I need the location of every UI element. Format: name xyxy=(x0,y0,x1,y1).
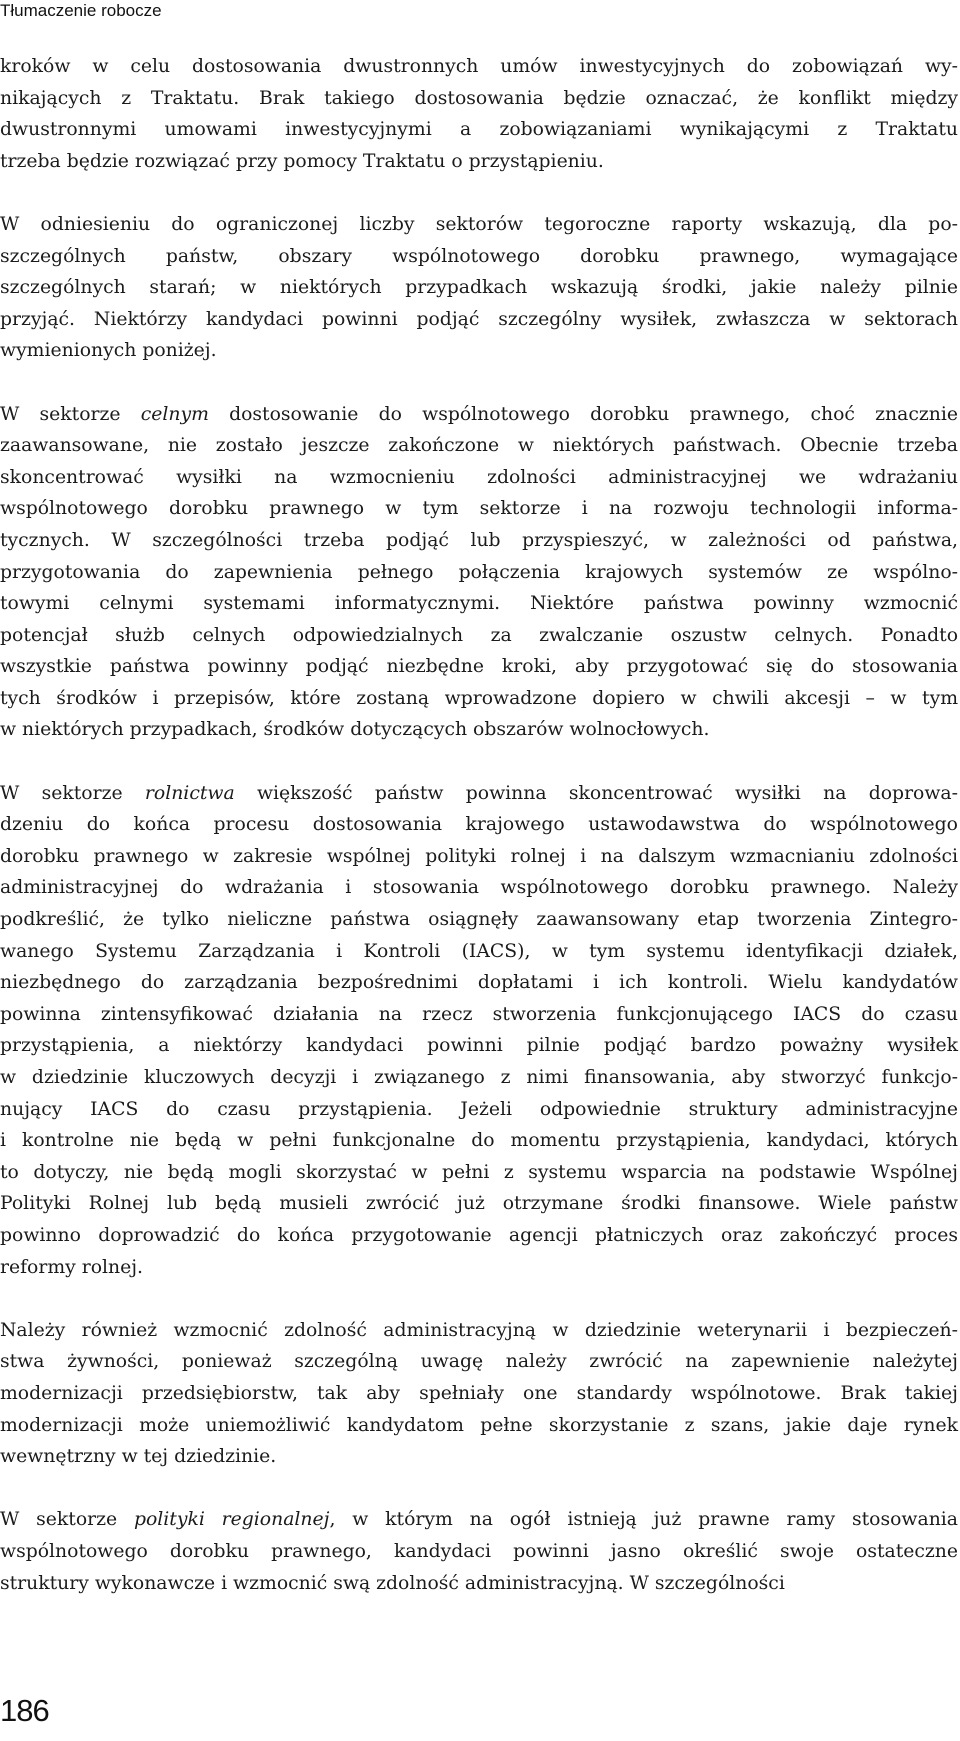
text-line: struktury wykonawcze i wzmocnić swą zdolność administracyjną. W szczególności xyxy=(0,1572,785,1594)
text-line xyxy=(0,1504,958,1536)
text-line: przyjąć. Niektórzy kandydaci powinni podjąć szczególny wysiłek, zwłaszcza w sektorach xyxy=(0,308,958,330)
text-line: Należy również wzmocnić zdolność administracyjną w dziedzinie weterynarii i bezpieczeń- xyxy=(0,1319,958,1341)
text-line: kroków w celu dostosowania dwustronnych umów inwestycyjnych do zobowiązań wy- xyxy=(0,56,958,77)
text-line xyxy=(0,778,958,810)
text-line: tych środków i przepisów, które zostaną wprowadzone dopiero w chwili akcesji – w tym xyxy=(0,687,958,709)
text-run: większość państw powinna skoncentrować wysiłki na doprowa- xyxy=(234,782,958,804)
text-line: wspólnotowego dorobku prawnego, kandydaci powinni jasno określić swoje ostateczne xyxy=(0,1540,958,1562)
text-line: powinna zintensyfikować działania na rzecz stworzenia funkcjonującego IACS do czasu xyxy=(0,1003,958,1025)
emphasis-term: polityki regionalnej xyxy=(133,1509,330,1531)
running-header: Tłumaczenie robocze xyxy=(0,1,162,20)
text-line: administracyjnej do wdrażania i stosowania wspólnotowego dorobku prawnego. Należy xyxy=(0,877,958,899)
text-line: w niektórych przypadkach, środków dotyczących obszarów wolnocłowych. xyxy=(0,719,710,741)
paragraph-regional-policy xyxy=(0,1504,958,1599)
text-run: , w którym na ogół istnieją już prawne ramy stosowania xyxy=(329,1509,958,1531)
text-line: tycznych. W szczególności trzeba podjąć lub przyspieszyć, w zależności od państwa, xyxy=(0,529,958,551)
paragraph-bit-treaty-conflict xyxy=(0,51,958,177)
paragraph-customs-sector xyxy=(0,399,958,747)
text-line: dzeniu do końca procesu dostosowania krajowego ustawodawstwa do wspólnotowego xyxy=(0,814,958,836)
text-run: W sektorze xyxy=(0,403,141,425)
paragraph-veterinary-food-safety xyxy=(0,1315,958,1473)
emphasis-term: celnym xyxy=(140,403,209,425)
text-run: dostosowanie do wspólnotowego dorobku prawnego, choć znacznie xyxy=(208,403,958,425)
text-run: W sektorze xyxy=(0,782,145,804)
text-line: W odniesieniu do ograniczonej liczby sektorów tegoroczne raporty wskazują, dla po- xyxy=(0,213,958,235)
page-number: 186 xyxy=(0,1693,49,1728)
text-line: wspólnotowego dorobku prawnego w tym sektorze i na rozwoju technologii informa- xyxy=(0,498,958,520)
text-line: trzeba będzie rozwiązać przy pomocy Traktatu o przystąpieniu. xyxy=(0,150,604,172)
text-line: dwustronnymi umowami inwestycyjnymi a zobowiązaniami wynikającymi z Traktatu xyxy=(0,119,958,141)
text-line: nujący IACS do czasu przystąpienia. Jeżeli odpowiednie struktury administracyjne xyxy=(0,1098,958,1120)
text-line: modernizacji może uniemożliwić kandydatom pełne skorzystanie z szans, jakie daje rynek xyxy=(0,1414,958,1436)
text-line: powinno doprowadzić do końca przygotowanie agencji płatniczych oraz zakończyć proces xyxy=(0,1224,958,1246)
text-line: niezbędnego do zarządzania bezpośrednimi dopłatami i ich kontroli. Wielu kandydatów xyxy=(0,972,958,994)
text-line: stwa żywności, ponieważ szczególną uwagę należy zwrócić na zapewnienie należytej xyxy=(0,1351,958,1373)
text-line: towymi celnymi systemami informatycznymi. Niektóre państwa powinny wzmocnić xyxy=(0,593,958,615)
text-line xyxy=(0,399,958,431)
text-line: to dotyczy, nie będą mogli skorzystać w pełni z systemu wsparcia na podstawie Wspólnej xyxy=(0,1161,958,1183)
text-line: szczególnych państw, obszary wspólnotowego dorobku prawnego, wymagające xyxy=(0,245,958,267)
text-line: potencjał służb celnych odpowiedzialnych za zwalczanie oszustw celnych. Ponadto xyxy=(0,624,958,646)
text-line: dorobku prawnego w zakresie wspólnej polityki rolnej i na dalszym wzmacnianiu zdolności xyxy=(0,845,958,867)
emphasis-term: rolnictwa xyxy=(144,782,235,804)
text-line: podkreślić, że tylko nieliczne państwa osiągnęły zaawansowany etap tworzenia Zintegro- xyxy=(0,909,958,931)
text-line: reformy rolnej. xyxy=(0,1256,144,1278)
text-line: zaawansowane, nie zostało jeszcze zakończone w niektórych państwach. Obecnie trzeba xyxy=(0,435,958,457)
text-line: w dziedzinie kluczowych decyzji i związanego z nimi finansowania, aby stworzyć funkcjo- xyxy=(0,1067,958,1088)
text-line: szczególnych starań; w niektórych przypadkach wskazują środki, jakie należy pilnie xyxy=(0,277,958,299)
text-line: przystąpienia, a niektórzy kandydaci powinni pilnie podjąć bardzo poważny wysiłek xyxy=(0,1035,958,1057)
document-body xyxy=(0,51,958,1599)
text-line: i kontrolne nie będą w pełni funkcjonalne do momentu przystąpienia, kandydaci, których xyxy=(0,1130,958,1152)
text-line: wszystkie państwa powinny podjąć niezbędne kroki, aby przygotować się do stosowania xyxy=(0,656,958,678)
text-line: wanego Systemu Zarządzania i Kontroli (IACS), w tym systemu identyfikacji działek, xyxy=(0,940,958,962)
paragraph-agriculture-sector xyxy=(0,778,958,1284)
text-line: nikających z Traktatu. Brak takiego dostosowania będzie oznaczać, że konflikt między xyxy=(0,87,958,109)
text-line: skoncentrować wysiłki na wzmocnieniu zdolności administracyjnej we wdrażaniu xyxy=(0,466,958,488)
text-line: wymienionych poniżej. xyxy=(0,340,217,362)
text-line: Polityki Rolnej lub będą musieli zwrócić już otrzymane środki finansowe. Wiele państw xyxy=(0,1193,958,1215)
paragraph-sector-reports xyxy=(0,209,958,367)
text-run: W sektorze xyxy=(0,1509,134,1531)
text-line: modernizacji przedsiębiorstw, tak aby spełniały one standardy wspólnotowe. Brak takiej xyxy=(0,1382,958,1404)
text-line: wewnętrzny w tej dziedzinie. xyxy=(0,1446,277,1468)
text-line: przygotowania do zapewnienia pełnego połączenia krajowych systemów ze wspólno- xyxy=(0,561,958,583)
